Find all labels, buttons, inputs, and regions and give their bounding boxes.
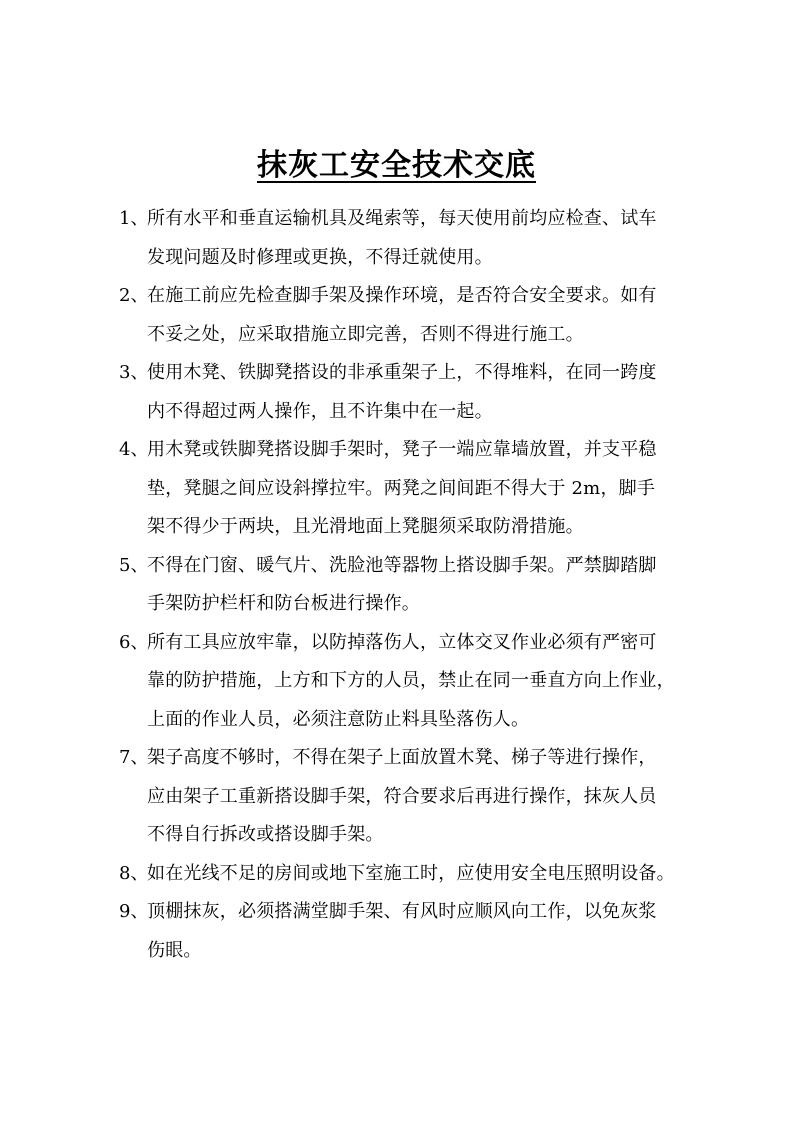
item-text-line: 不妥之处，应采取措施立即完善，否则不得进行施工。 [147, 323, 584, 345]
item-text-line: 不得在门窗、暖气片、洗脸池等器物上搭设脚手架。严禁脚踏脚 [147, 554, 657, 576]
item-number: 2、 [119, 285, 149, 306]
item-text-line: 内不得超过两人操作，且不许集中在一起。 [147, 400, 493, 422]
item-text-line: 使用木凳、铁脚凳搭设的非承重架子上，不得堆料，在同一跨度 [147, 362, 657, 383]
list-item [119, 277, 679, 354]
item-text-line: 架不得少于两块，且光滑地面上凳腿须采取防滑措施。 [147, 516, 584, 537]
item-text-line: 手架防护栏杆和防台板进行操作。 [147, 593, 420, 614]
item-text [147, 893, 679, 970]
item-number: 4、 [119, 439, 149, 460]
item-number: 5、 [119, 554, 149, 576]
document-title: 抹灰工安全技术交底 [257, 148, 536, 183]
list-item [119, 855, 679, 894]
item-text [147, 739, 679, 855]
list-item [119, 354, 679, 431]
item-text-line: 伤眼。 [147, 939, 202, 961]
item-text [147, 200, 679, 277]
list-item [119, 547, 679, 624]
item-text [147, 354, 679, 431]
item-text-line: 所有工具应放牢靠，以防掉落伤人，立体交叉作业必须有严密可 [147, 631, 657, 653]
item-text-line: 如在光线不足的房间或地下室施工时，应使用安全电压照明设备。 [147, 862, 675, 884]
item-number: 7、 [119, 747, 149, 768]
item-text-line: 垫，凳腿之间应设斜撑拉牢。两凳之间间距不得大于 2m，脚手 [147, 477, 656, 499]
item-text [147, 624, 679, 740]
list-item [119, 431, 679, 547]
safety-items-list [119, 200, 679, 970]
list-item [119, 893, 679, 970]
item-number: 8、 [119, 862, 149, 884]
item-text-line: 所有水平和垂直运输机具及绳索等，每天使用前均应检查、试车 [147, 208, 657, 229]
item-text-line: 发现问题及时修理或更换，不得迁就使用。 [147, 246, 493, 268]
item-text-line: 上面的作业人员，必须注意防止料具坠落伤人。 [147, 708, 530, 730]
list-item [119, 200, 679, 277]
item-text-line: 靠的防护措施，上方和下方的人员，禁止在同一垂直方向上作业， [147, 670, 675, 691]
item-text-line: 顶棚抹灰，必须搭满堂脚手架、有风时应顺风向工作，以免灰浆 [147, 901, 657, 922]
list-item [119, 739, 679, 855]
item-number: 6、 [119, 631, 149, 653]
item-text [147, 277, 679, 354]
item-number: 3、 [119, 362, 149, 383]
item-number: 1、 [119, 208, 149, 229]
item-text-line: 架子高度不够时，不得在架子上面放置木凳、梯子等进行操作， [147, 747, 657, 768]
item-number: 9、 [119, 901, 149, 922]
item-text [147, 855, 679, 894]
item-text-line: 在施工前应先检查脚手架及操作环境，是否符合安全要求。如有 [147, 285, 657, 306]
item-text [147, 547, 679, 624]
item-text-line: 不得自行拆改或搭设脚手架。 [147, 824, 384, 845]
list-item [119, 624, 679, 740]
item-text-line: 应由架子工重新搭设脚手架，符合要求后再进行操作，抹灰人员 [147, 785, 657, 807]
item-text [147, 431, 679, 547]
item-text-line: 用木凳或铁脚凳搭设脚手架时，凳子一端应靠墙放置，并支平稳 [147, 439, 657, 460]
